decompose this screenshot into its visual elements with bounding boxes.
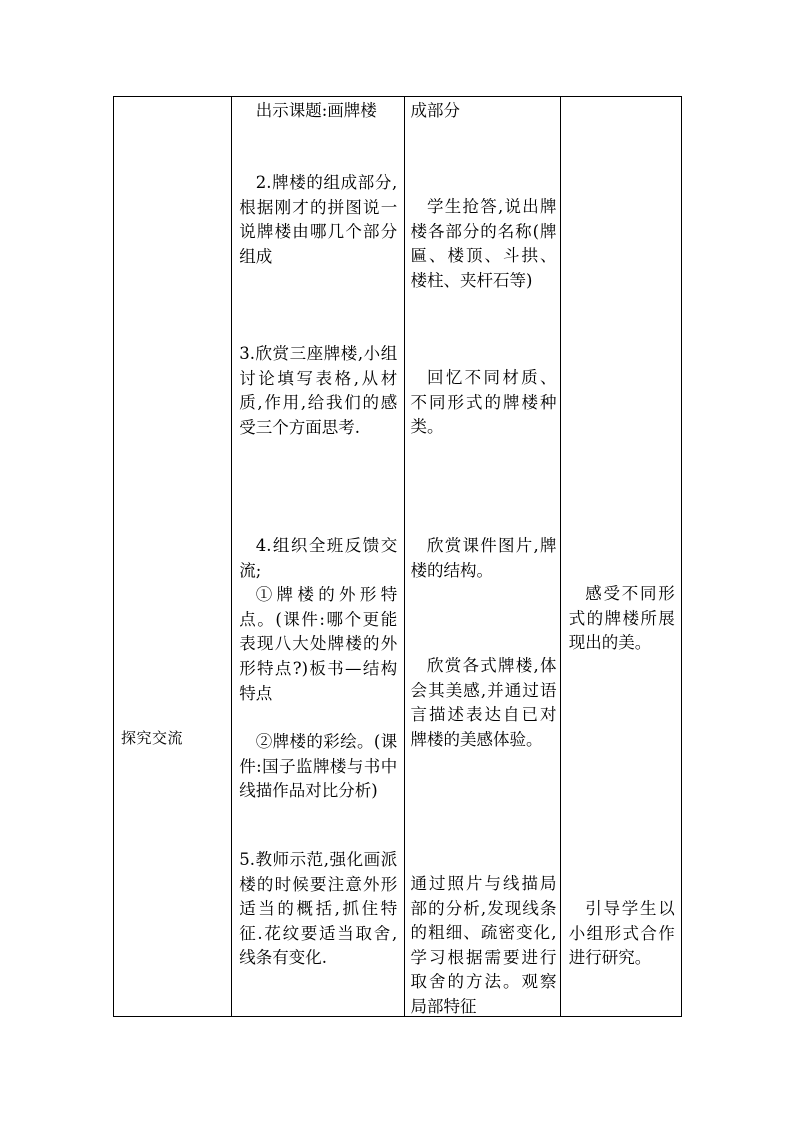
stage-label: 探究交流 <box>121 729 184 747</box>
student-activity-cell <box>404 97 560 1017</box>
student-item-4: 欣赏各式牌楼,体会其美感,并通过语言描述表达自已对牌楼的美感体验。 <box>410 656 557 749</box>
design-intent-cell <box>560 97 681 1017</box>
teacher-item-5: 5.教师示范,强化画派楼的时候要注意外形适当的概括,抓住特征.花纹要适当取舍,线条有变化. <box>239 850 398 968</box>
teacher-item-0: 出示课题:画牌楼 <box>255 101 377 120</box>
teacher-activity-cell <box>232 97 404 1017</box>
student-item-2: 回忆不同材质、不同形式的牌楼种类。 <box>410 368 557 437</box>
stage-cell <box>114 97 232 1017</box>
table-row <box>114 97 682 1017</box>
intent-item-0: 感受不同形式的牌楼所展现出的美。 <box>568 584 675 653</box>
student-item-0: 成部分 <box>410 101 460 120</box>
teacher-item-3: 4.组织全班反馈交流; ①牌楼的外形特点。(课件:哪个更能表现八大处牌楼的外形特点?)板书—结构特点 ②牌楼的彩绘。(课件:国子监牌楼与书中线描作品对比分析) <box>239 536 398 801</box>
student-item-1: 学生抢答,说出牌楼各部分的名称(牌匾、楼顶、斗拱、楼柱、夹杆石等) <box>410 197 557 290</box>
student-item-3: 欣赏课件图片,牌楼的结构。 <box>410 536 557 580</box>
teacher-item-1: 2.牌楼的组成部分,根据刚才的拼图说一说牌楼由哪几个部分组成 <box>239 173 398 266</box>
student-item-5: 通过照片与线描局部的分析,发现线条的粗细、疏密变化,学习根据需要进行取舍的方法。观察局部特征 <box>410 874 557 1016</box>
lesson-plan-table <box>113 96 682 1017</box>
intent-item-1: 引导学生以小组形式合作进行研究。 <box>568 899 675 968</box>
teacher-item-2: 3.欣赏三座牌楼,小组讨论填写表格,从材质,作用,给我们的感受三个方面思考. <box>239 344 398 437</box>
